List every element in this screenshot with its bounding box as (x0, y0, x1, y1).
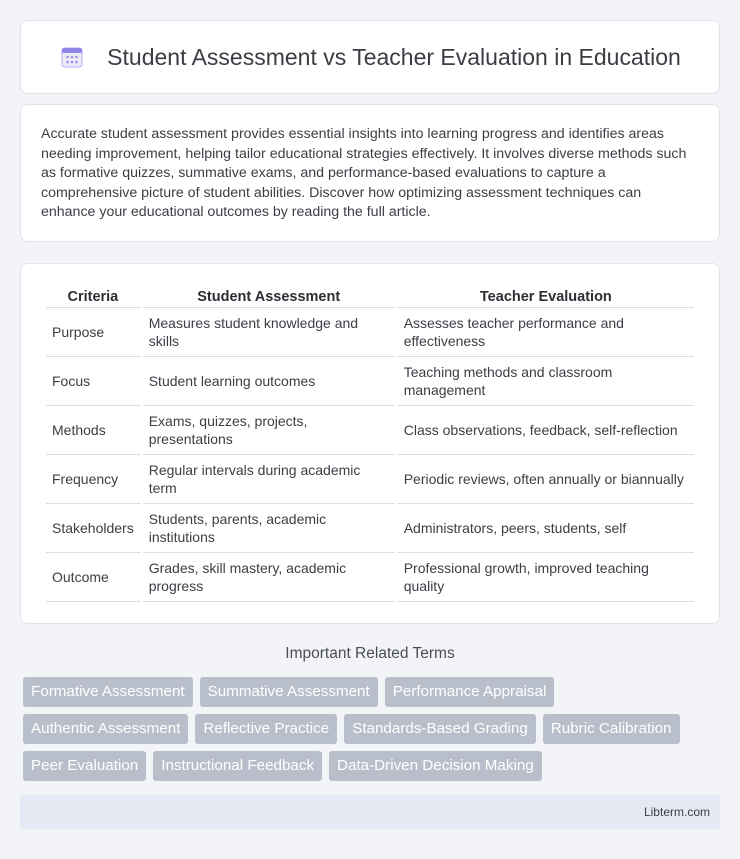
criteria-cell: Focus (46, 357, 140, 406)
student-assessment-cell: Measures student knowledge and skills (143, 308, 395, 357)
teacher-evaluation-cell: Assesses teacher performance and effectiveness (398, 308, 694, 357)
related-terms-list (23, 677, 723, 781)
table-row (46, 553, 694, 602)
related-term-tag[interactable]: Data-Driven Decision Making (329, 751, 542, 781)
student-assessment-cell: Exams, quizzes, projects, presentations (143, 406, 395, 455)
teacher-evaluation-cell: Class observations, feedback, self-reflection (398, 406, 694, 455)
related-term-tag[interactable]: Reflective Practice (195, 714, 337, 744)
criteria-cell: Frequency (46, 455, 140, 504)
table-row (46, 455, 694, 504)
teacher-evaluation-cell: Teaching methods and classroom management (398, 357, 694, 406)
table-row (46, 504, 694, 553)
related-terms-heading: Important Related Terms (285, 645, 455, 662)
teacher-evaluation-cell: Periodic reviews, often annually or biannually (398, 455, 694, 504)
criteria-cell: Outcome (46, 553, 140, 602)
related-term-tag[interactable]: Authentic Assessment (23, 714, 188, 744)
table-row (46, 406, 694, 455)
page-title: Student Assessment vs Teacher Evaluation in Education (107, 43, 681, 70)
comparison-table-card (20, 263, 720, 624)
related-term-tag[interactable]: Summative Assessment (200, 677, 378, 707)
footer (20, 795, 720, 829)
comparison-table (43, 282, 697, 602)
table-row (46, 308, 694, 357)
table-row (46, 357, 694, 406)
criteria-cell: Stakeholders (46, 504, 140, 553)
student-assessment-cell: Student learning outcomes (143, 357, 395, 406)
header-card (20, 20, 720, 94)
criteria-cell: Methods (46, 406, 140, 455)
criteria-cell: Purpose (46, 308, 140, 357)
intro-card (20, 104, 720, 242)
footer-site-link[interactable]: Libterm.com (643, 805, 710, 819)
calendar-icon (59, 44, 85, 70)
related-term-tag[interactable]: Formative Assessment (23, 677, 193, 707)
student-assessment-cell: Regular intervals during academic term (143, 455, 395, 504)
related-term-tag[interactable]: Standards-Based Grading (344, 714, 536, 744)
teacher-evaluation-cell: Administrators, peers, students, self (398, 504, 694, 553)
column-header-student-assessment: Student Assessment (143, 282, 395, 308)
related-term-tag[interactable]: Performance Appraisal (385, 677, 555, 707)
related-term-tag[interactable]: Rubric Calibration (543, 714, 680, 744)
teacher-evaluation-cell: Professional growth, improved teaching quality (398, 553, 694, 602)
title-wrap (59, 44, 681, 71)
student-assessment-cell: Students, parents, academic institutions (143, 504, 395, 553)
student-assessment-cell: Grades, skill mastery, academic progress (143, 553, 395, 602)
related-term-tag[interactable]: Peer Evaluation (23, 751, 146, 781)
related-term-tag[interactable]: Instructional Feedback (153, 751, 322, 781)
column-header-criteria: Criteria (46, 282, 140, 308)
table-header-row (46, 282, 694, 308)
intro-paragraph: Accurate student assessment provides essential insights into learning progress and identifies areas needing improvement, helping tailor educational strategies effectively. It involves diverse methods such as formative quizzes, summative exams, and performance-based evaluations to capture a comprehensive picture of student abilities. Discover how optimizing assessment techniques can enhance your educational outcomes by reading the full article. (41, 126, 687, 221)
column-header-teacher-evaluation: Teacher Evaluation (398, 282, 694, 308)
